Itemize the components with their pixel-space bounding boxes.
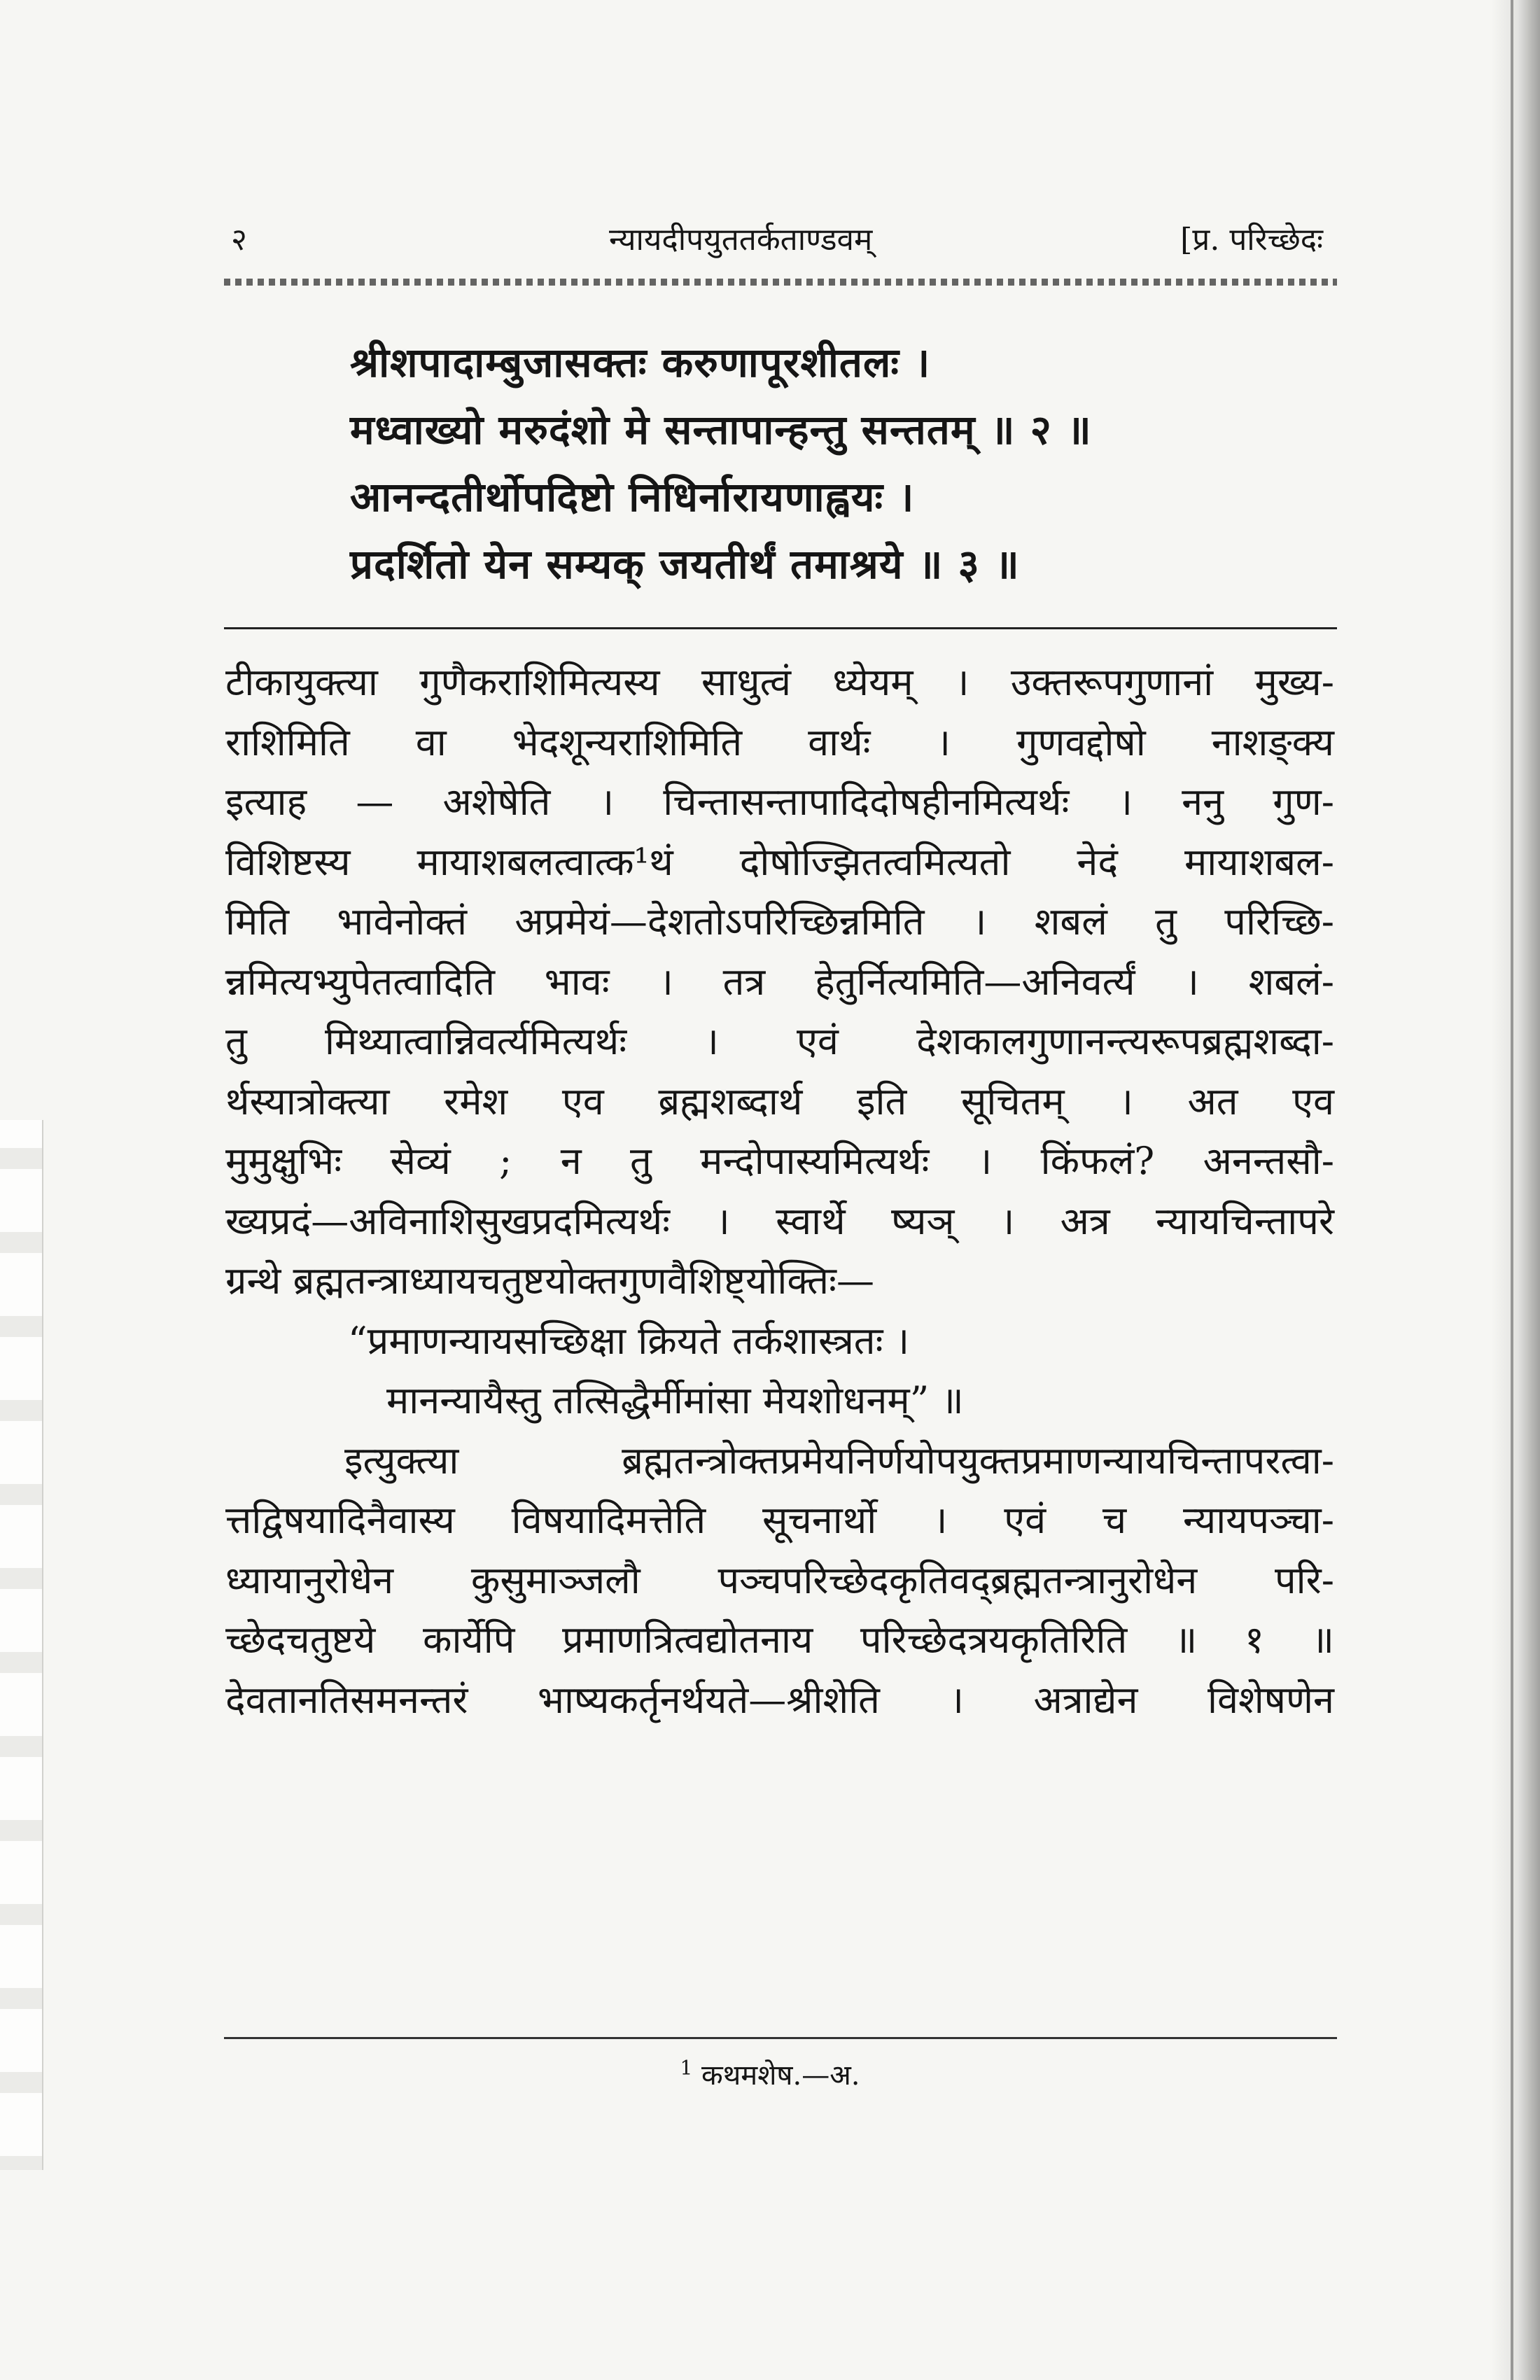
commentary-line: राशिमिति वा भेदशून्यराशिमिति वार्थः । गुणवद्दोषो नाशङ्क्य [225,720,1334,764]
commentary-line: र्थस्यात्रोक्त्या रमेश एव ब्रह्मशब्दार्थ इति सूचितम् । अत एव [225,1079,1334,1124]
quoted-verse-line: मानन्यायैस्तु तत्सिद्धैर्मीमांसा मेयशोधनम्” ॥ [386,1378,964,1422]
verse-line: आनन्दतीर्थोपदिष्टो निधिर्नारायणाह्वयः । [350,473,915,521]
section-label: [प्र. परिच्छेदः [1180,222,1323,258]
quoted-verse-line: “प्रमाणन्यायसच्छिक्षा क्रियते तर्कशास्त्रतः । [348,1318,910,1363]
commentary-line: मिति भावेनोक्तं अप्रमेयं—देशतोऽपरिच्छिन्नमिति । शबलं तु परिच्छि- [225,899,1334,944]
commentary-line: त्तद्विषयादिनैवास्य विषयादिमत्तेति सूचनार्थो । एवं च न्यायपञ्चा- [225,1498,1334,1542]
header-divider [224,279,1337,286]
verse-block [350,329,1330,598]
verse-line: श्रीशपादाम्बुजासक्तः करुणापूरशीतलः । [350,339,931,386]
footnote-text: कथमशेष.—अ. [701,2059,860,2092]
footnote-divider [224,2037,1337,2039]
commentary-line: टीकायुक्त्या गुणैकराशिमित्यस्य साधुत्वं ध्येयम् । उक्तरूपगुणानां मुख्य- [225,660,1334,704]
commentary-line: च्छेदचतुष्टये कार्येपि प्रमाणत्रित्वद्योतनाय परिच्छेदत्रयकृतिरिति ॥ १ ॥ [225,1618,1334,1662]
book-title: न्यायदीपयुततर्कताण्डवम् [609,222,873,258]
torn-page-edge [0,1120,43,2170]
commentary-line: ग्रन्थे ब्रह्मतन्त्राध्यायचतुष्टयोक्तगुणवैशिष्ट्योक्तिः— [225,1259,874,1303]
binding-edge [1511,0,1513,2380]
commentary-line: देवतानतिसमनन्तरं भाष्यकर्तृनर्थयते—श्रीशेति । अत्राद्येन विशेषणेन [225,1677,1334,1722]
commentary-line: इत्युक्त्या ब्रह्मतन्त्रोक्तप्रमेयनिर्णयोपयुक्तप्रमाणन्यायचिन्तापरत्वा- [344,1438,1334,1483]
commentary-line: मुमुक्षुभिः सेव्यं ; न तु मन्दोपास्यमित्यर्थः । किंफलं? अनन्तसौ- [225,1139,1334,1183]
commentary-line: ध्यायानुरोधेन कुसुमाञ्जलौ पञ्चपरिच्छेदकृतिवद्ब्रह्मतन्त्रानुरोधेन परि- [225,1558,1334,1602]
running-head [231,210,1323,266]
page-edge-shadow [1491,0,1540,2380]
commentary-line: ख्यप्रदं—अविनाशिसुखप्रदमित्यर्थः । स्वार्थे ष्यञ् । अत्र न्यायचिन्तापरे [225,1198,1334,1243]
verse-line: प्रदर्शितो येन सम्यक् जयतीर्थं तमाश्रये ॥ ३ ॥ [350,540,1020,588]
verse-divider [224,627,1337,629]
footnote [0,2054,1540,2093]
footnote-marker: 1 [680,2056,693,2080]
page-number: २ [231,222,247,258]
commentary-line: तु मिथ्यात्वान्निवर्त्यमित्यर्थः । एवं देशकालगुणानन्त्यरूपब्रह्मशब्दा- [225,1019,1334,1063]
commentary-line: विशिष्टस्य मायाशबलत्वात्क¹थं दोषोज्झितत्वमित्यतो नेदं मायाशबल- [225,839,1334,884]
commentary-line: न्नमित्यभ्युपेतत्वादिति भावः । तत्र हेतुर्नित्यमिति—अनिवर्त्यं । शबलं- [225,959,1334,1004]
verse-line: मध्वाख्यो मरुदंशो मे सन्तापान्हन्तु सन्ततम् ॥ २ ॥ [350,406,1092,454]
commentary-line: इत्याह — अशेषेति । चिन्तासन्तापादिदोषहीनमित्यर्थः । ननु गुण- [225,780,1334,824]
commentary-text [225,652,1334,1730]
